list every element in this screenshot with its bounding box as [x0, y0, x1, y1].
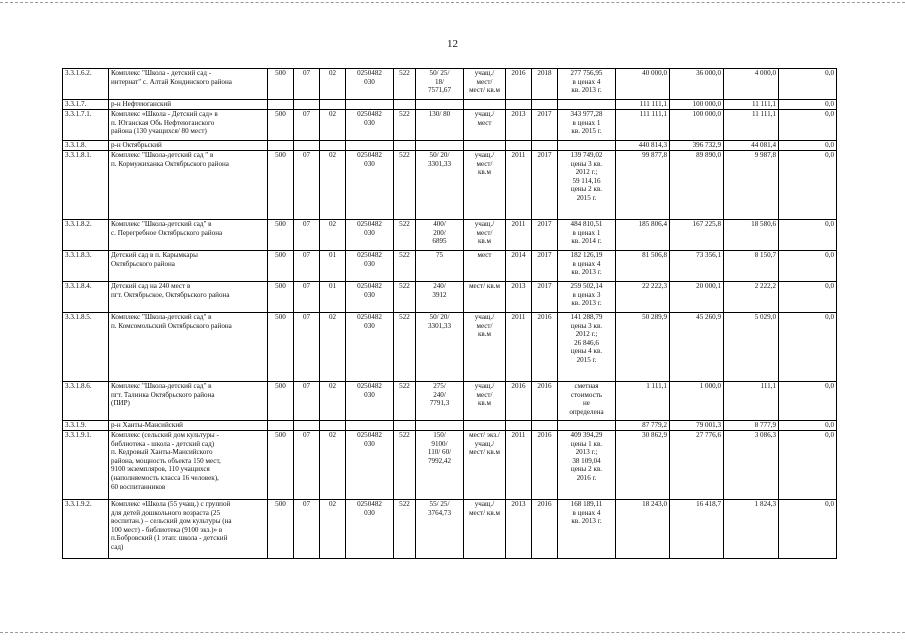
- cost-cell: 139 749,02 цены 3 кв. 2012 г.; 59 114,16 цены 2 кв. 2015 г.: [558, 151, 616, 220]
- section-cell: [294, 141, 320, 151]
- target-cell: 0250482 030: [346, 220, 394, 251]
- cost-cell: [558, 141, 616, 151]
- code-cell: 3.3.1.9.2.: [63, 500, 109, 559]
- unit-cell: мест/ экз./ учащ./ мест/ кв.м: [464, 431, 506, 500]
- district-budget-cell: 27 776,6: [670, 431, 724, 500]
- name-cell: Детский сад в п. Карымкары Октябрьского района: [109, 251, 268, 282]
- start-year-cell: [506, 421, 532, 431]
- total-cell: 81 506,8: [616, 251, 670, 282]
- total-cell: 40 000,0: [616, 69, 670, 100]
- capacity-cell: 50/ 20/ 3301,33: [416, 151, 464, 220]
- grbs-cell: [268, 100, 294, 110]
- table-row: [63, 313, 837, 382]
- cost-cell: 409 394,29 цены 1 кв. 2013 г.; 38 109,04 цены 2 кв. 2016 г.: [558, 431, 616, 500]
- table-row: [63, 282, 837, 313]
- total-cell: 50 289,9: [616, 313, 670, 382]
- grbs-cell: 500: [268, 151, 294, 220]
- capacity-cell: 400/ 200/ 6895: [416, 220, 464, 251]
- district-budget-cell: 45 260,9: [670, 313, 724, 382]
- type-cell: 522: [394, 313, 416, 382]
- local-budget-cell: 9 987,8: [724, 151, 779, 220]
- section-cell: 07: [294, 69, 320, 100]
- local-budget-cell: 3 086,3: [724, 431, 779, 500]
- subsection-cell: 02: [320, 500, 346, 559]
- other-cell: 0,0: [779, 282, 837, 313]
- end-year-cell: [532, 421, 558, 431]
- start-year-cell: [506, 100, 532, 110]
- local-budget-cell: 2 222,2: [724, 282, 779, 313]
- code-cell: 3.3.1.8.1.: [63, 151, 109, 220]
- target-cell: 0250482 030: [346, 251, 394, 282]
- grbs-cell: 500: [268, 500, 294, 559]
- district-budget-cell: 1 000,0: [670, 382, 724, 421]
- end-year-cell: [532, 100, 558, 110]
- unit-cell: мест: [464, 251, 506, 282]
- local-budget-cell: 8 777,9: [724, 421, 779, 431]
- other-cell: 0,0: [779, 110, 837, 141]
- end-year-cell: 2016: [532, 431, 558, 500]
- type-cell: 522: [394, 500, 416, 559]
- cost-cell: 182 126,19 в ценах 4 кв. 2013 г.: [558, 251, 616, 282]
- total-cell: 111 111,1: [616, 100, 670, 110]
- cost-cell: 259 502,14 в ценах 3 кв. 2013 г.: [558, 282, 616, 313]
- budget-table: [62, 68, 837, 559]
- section-cell: 07: [294, 151, 320, 220]
- cost-cell: [558, 421, 616, 431]
- cost-cell: 168 189,11 в ценах 4 кв. 2013 г.: [558, 500, 616, 559]
- grbs-cell: [268, 421, 294, 431]
- district-budget-cell: 167 225,8: [670, 220, 724, 251]
- other-cell: 0,0: [779, 151, 837, 220]
- grbs-cell: 500: [268, 251, 294, 282]
- other-cell: 0,0: [779, 220, 837, 251]
- target-cell: 0250482 030: [346, 500, 394, 559]
- unit-cell: [464, 141, 506, 151]
- total-cell: 440 814,3: [616, 141, 670, 151]
- local-budget-cell: 11 111,1: [724, 110, 779, 141]
- unit-cell: учащ./ мест/ мест/ кв.м: [464, 69, 506, 100]
- type-cell: 522: [394, 251, 416, 282]
- unit-cell: учащ./ мест/ кв.м: [464, 382, 506, 421]
- name-cell: Комплекс "Школа-детский сад " в п. Кормужиханка Октябрьского района: [109, 151, 268, 220]
- subsection-cell: [320, 421, 346, 431]
- local-budget-cell: 4 000,0: [724, 69, 779, 100]
- subsection-cell: 02: [320, 110, 346, 141]
- start-year-cell: 2013: [506, 282, 532, 313]
- name-cell: р-н Ханты-Мансийский: [109, 421, 268, 431]
- scan-bottom-edge: [0, 632, 905, 634]
- end-year-cell: 2016: [532, 382, 558, 421]
- total-cell: 99 877,8: [616, 151, 670, 220]
- total-cell: 87 779,2: [616, 421, 670, 431]
- unit-cell: [464, 100, 506, 110]
- code-cell: 3.3.1.8.2.: [63, 220, 109, 251]
- section-cell: 07: [294, 220, 320, 251]
- grbs-cell: 500: [268, 282, 294, 313]
- table-row: [63, 382, 837, 421]
- table-row: [63, 500, 837, 559]
- table-row: [63, 220, 837, 251]
- start-year-cell: 2011: [506, 220, 532, 251]
- end-year-cell: 2017: [532, 251, 558, 282]
- subsection-cell: 02: [320, 69, 346, 100]
- start-year-cell: 2011: [506, 313, 532, 382]
- code-cell: 3.3.1.7.1.: [63, 110, 109, 141]
- section-cell: 07: [294, 431, 320, 500]
- grbs-cell: 500: [268, 313, 294, 382]
- local-budget-cell: 44 081,4: [724, 141, 779, 151]
- district-budget-cell: 73 356,1: [670, 251, 724, 282]
- subsection-cell: 01: [320, 251, 346, 282]
- cost-cell: сметная стоимость не определена: [558, 382, 616, 421]
- target-cell: 0250482 030: [346, 431, 394, 500]
- grbs-cell: 500: [268, 382, 294, 421]
- other-cell: 0,0: [779, 421, 837, 431]
- name-cell: Детский сад на 240 мест в пгт. Октябрьское, Октябрьского района: [109, 282, 268, 313]
- code-cell: 3.3.1.8.3.: [63, 251, 109, 282]
- capacity-cell: 55/ 25/ 3764,73: [416, 500, 464, 559]
- local-budget-cell: 11 111,1: [724, 100, 779, 110]
- end-year-cell: 2018: [532, 69, 558, 100]
- unit-cell: учащ./ мест/ кв.м: [464, 151, 506, 220]
- region-row: [63, 100, 837, 110]
- district-budget-cell: 89 890,0: [670, 151, 724, 220]
- other-cell: 0,0: [779, 251, 837, 282]
- district-budget-cell: 100 000,0: [670, 100, 724, 110]
- target-cell: [346, 421, 394, 431]
- start-year-cell: 2013: [506, 500, 532, 559]
- total-cell: 111 111,1: [616, 110, 670, 141]
- name-cell: Комплекс «Школа - Детский сад» в п. Юганская Обь Нефтеюганского района (130 учащихся/ 80 мест): [109, 110, 268, 141]
- local-budget-cell: 5 029,0: [724, 313, 779, 382]
- start-year-cell: 2011: [506, 151, 532, 220]
- subsection-cell: 01: [320, 282, 346, 313]
- capacity-cell: 50/ 20/ 3301,33: [416, 313, 464, 382]
- grbs-cell: 500: [268, 69, 294, 100]
- target-cell: [346, 100, 394, 110]
- target-cell: 0250482 030: [346, 282, 394, 313]
- name-cell: Комплекс (сельский дом культуры - библиотека - школа - детский сад) п. Кедровый Ханты-Мансийского района, мощность объекта 150 мест, 9100 экземпляров, 110 учащихся (наполняемость класса 16 человек), 60 воспитанников: [109, 431, 268, 500]
- other-cell: 0,0: [779, 100, 837, 110]
- start-year-cell: 2016: [506, 382, 532, 421]
- start-year-cell: 2014: [506, 251, 532, 282]
- region-row: [63, 421, 837, 431]
- type-cell: [394, 141, 416, 151]
- capacity-cell: 240/ 3912: [416, 282, 464, 313]
- type-cell: [394, 421, 416, 431]
- end-year-cell: [532, 141, 558, 151]
- table-row: [63, 431, 837, 500]
- start-year-cell: 2016: [506, 69, 532, 100]
- capacity-cell: 50/ 25/ 18/ 7571,67: [416, 69, 464, 100]
- name-cell: Комплекс "Школа-детский сад" в пгт. Талинка Октябрьского района (ПИР): [109, 382, 268, 421]
- type-cell: 522: [394, 220, 416, 251]
- end-year-cell: 2017: [532, 220, 558, 251]
- table-row: [63, 251, 837, 282]
- district-budget-cell: 100 000,0: [670, 110, 724, 141]
- grbs-cell: [268, 141, 294, 151]
- subsection-cell: 02: [320, 431, 346, 500]
- code-cell: 3.3.1.7.: [63, 100, 109, 110]
- capacity-cell: [416, 100, 464, 110]
- code-cell: 3.3.1.6.2.: [63, 69, 109, 100]
- subsection-cell: [320, 100, 346, 110]
- table-row: [63, 151, 837, 220]
- grbs-cell: 500: [268, 220, 294, 251]
- start-year-cell: [506, 141, 532, 151]
- type-cell: 522: [394, 282, 416, 313]
- target-cell: 0250482 030: [346, 69, 394, 100]
- subsection-cell: 02: [320, 220, 346, 251]
- section-cell: [294, 421, 320, 431]
- district-budget-cell: 396 732,9: [670, 141, 724, 151]
- type-cell: [394, 100, 416, 110]
- type-cell: 522: [394, 110, 416, 141]
- unit-cell: учащ./ мест: [464, 110, 506, 141]
- end-year-cell: 2016: [532, 500, 558, 559]
- code-cell: 3.3.1.8.4.: [63, 282, 109, 313]
- total-cell: 185 806,4: [616, 220, 670, 251]
- other-cell: 0,0: [779, 141, 837, 151]
- start-year-cell: 2013: [506, 110, 532, 141]
- target-cell: 0250482 030: [346, 382, 394, 421]
- type-cell: 522: [394, 431, 416, 500]
- subsection-cell: [320, 141, 346, 151]
- target-cell: 0250482 030: [346, 313, 394, 382]
- name-cell: Комплекс "Школа-детский сад" в п. Комсомольский Октябрьского района: [109, 313, 268, 382]
- type-cell: 522: [394, 69, 416, 100]
- other-cell: 0,0: [779, 500, 837, 559]
- page-number: 12: [447, 38, 458, 50]
- other-cell: 0,0: [779, 313, 837, 382]
- code-cell: 3.3.1.8.5.: [63, 313, 109, 382]
- name-cell: р-н Нефтеюганский: [109, 100, 268, 110]
- capacity-cell: 150/ 9100/ 110/ 60/ 7992,42: [416, 431, 464, 500]
- subsection-cell: 02: [320, 313, 346, 382]
- cost-cell: 141 288,79 цены 3 кв. 2012 г.; 26 846,6 цены 4 кв. 2015 г.: [558, 313, 616, 382]
- target-cell: 0250482 030: [346, 110, 394, 141]
- cost-cell: [558, 100, 616, 110]
- capacity-cell: [416, 141, 464, 151]
- capacity-cell: 130/ 80: [416, 110, 464, 141]
- cost-cell: 277 756,95 в ценах 4 кв. 2013 г.: [558, 69, 616, 100]
- end-year-cell: 2016: [532, 313, 558, 382]
- grbs-cell: 500: [268, 431, 294, 500]
- section-cell: 07: [294, 382, 320, 421]
- district-budget-cell: 79 001,3: [670, 421, 724, 431]
- section-cell: 07: [294, 282, 320, 313]
- target-cell: [346, 141, 394, 151]
- end-year-cell: 2017: [532, 282, 558, 313]
- start-year-cell: 2011: [506, 431, 532, 500]
- unit-cell: учащ./ мест/ кв.м: [464, 500, 506, 559]
- table-row: [63, 69, 837, 100]
- local-budget-cell: 8 150,7: [724, 251, 779, 282]
- type-cell: 522: [394, 151, 416, 220]
- code-cell: 3.3.1.9.: [63, 421, 109, 431]
- subsection-cell: 02: [320, 382, 346, 421]
- capacity-cell: [416, 421, 464, 431]
- capacity-cell: 75: [416, 251, 464, 282]
- cost-cell: 343 977,28 в ценах 1 кв. 2015 г.: [558, 110, 616, 141]
- section-cell: 07: [294, 110, 320, 141]
- name-cell: Комплекс «Школа (55 учащ.) с группой для детей дошкольного возраста (25 воспитан.) – сельский дом культуры (на 100 мест) - библиотека (9100 экз.)» в п.Бобровский (1 этап: школа - детский сад): [109, 500, 268, 559]
- end-year-cell: 2017: [532, 151, 558, 220]
- total-cell: 22 222,3: [616, 282, 670, 313]
- unit-cell: учащ./ мест/ кв.м: [464, 220, 506, 251]
- district-budget-cell: 16 418,7: [670, 500, 724, 559]
- scan-top-edge: [0, 2, 905, 4]
- total-cell: 1 111,1: [616, 382, 670, 421]
- name-cell: Комплекс "Школа-детский сад" в с. Перегребное Октябрьского района: [109, 220, 268, 251]
- local-budget-cell: 18 580,6: [724, 220, 779, 251]
- district-budget-cell: 20 000,1: [670, 282, 724, 313]
- other-cell: 0,0: [779, 382, 837, 421]
- name-cell: Комплекс "Школа - детский сад - интернат" с. Алтай Кондинского района: [109, 69, 268, 100]
- district-budget-cell: 36 000,0: [670, 69, 724, 100]
- section-cell: 07: [294, 251, 320, 282]
- local-budget-cell: 111,1: [724, 382, 779, 421]
- type-cell: 522: [394, 382, 416, 421]
- capacity-cell: 275/ 240/ 7791,3: [416, 382, 464, 421]
- total-cell: 18 243,0: [616, 500, 670, 559]
- local-budget-cell: 1 824,3: [724, 500, 779, 559]
- target-cell: 0250482 030: [346, 151, 394, 220]
- section-cell: 07: [294, 313, 320, 382]
- code-cell: 3.3.1.9.1.: [63, 431, 109, 500]
- section-cell: 07: [294, 500, 320, 559]
- table-row: [63, 110, 837, 141]
- subsection-cell: 02: [320, 151, 346, 220]
- end-year-cell: 2017: [532, 110, 558, 141]
- other-cell: 0,0: [779, 431, 837, 500]
- grbs-cell: 500: [268, 110, 294, 141]
- section-cell: [294, 100, 320, 110]
- unit-cell: мест/ кв.м: [464, 282, 506, 313]
- unit-cell: [464, 421, 506, 431]
- code-cell: 3.3.1.8.: [63, 141, 109, 151]
- total-cell: 30 862,9: [616, 431, 670, 500]
- name-cell: р-н Октябрьский: [109, 141, 268, 151]
- code-cell: 3.3.1.8.6.: [63, 382, 109, 421]
- unit-cell: учащ./ мест/ кв.м: [464, 313, 506, 382]
- cost-cell: 484 810,51 в ценах 1 кв. 2014 г.: [558, 220, 616, 251]
- other-cell: 0,0: [779, 69, 837, 100]
- region-row: [63, 141, 837, 151]
